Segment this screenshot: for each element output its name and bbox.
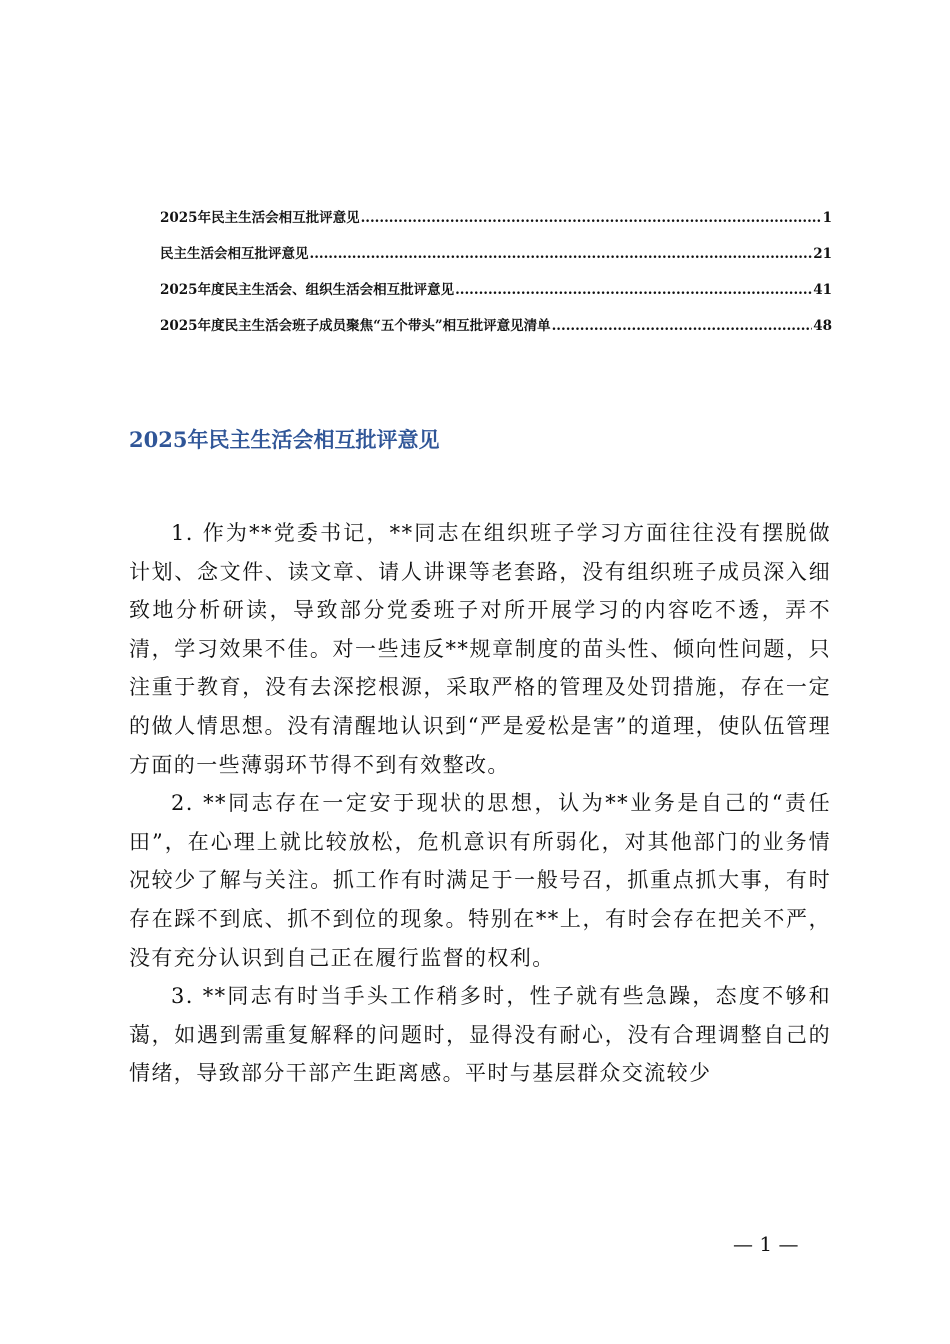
document-body: [129, 514, 831, 1093]
toc-entry[interactable]: [160, 314, 832, 350]
toc-dot-leader: [455, 282, 812, 298]
toc-entry-title: 2025年民主生活会相互批评意见: [160, 210, 360, 226]
body-paragraph: 3. **同志有时当手头工作稍多时，性子就有些急躁，态度不够和蔼，如遇到需重复解释的问题时，显得没有耐心，没有合理调整自己的情绪，导致部分干部产生距离感。平时与基层群众交流较少: [129, 984, 831, 1086]
toc-entry-page: 1: [822, 210, 832, 226]
toc-entry[interactable]: [160, 206, 832, 242]
toc-entry-page: 41: [813, 282, 832, 298]
toc-entry-title: 民主生活会相互批评意见: [160, 246, 309, 262]
toc-dot-leader: [552, 318, 813, 334]
toc-dot-leader: [361, 210, 822, 226]
table-of-contents: [160, 206, 832, 350]
toc-entry[interactable]: [160, 242, 832, 278]
toc-entry-title: 2025年度民主生活会、组织生活会相互批评意见: [160, 282, 455, 298]
document-heading: 2025年民主生活会相互批评意见: [129, 427, 440, 452]
toc-dot-leader: [310, 246, 813, 262]
toc-entry-title: 2025年度民主生活会班子成员聚焦“五个带头”相互批评意见清单: [160, 318, 551, 334]
page-number: — 1 —: [733, 1232, 799, 1256]
body-paragraph: 1. 作为**党委书记，**同志在组织班子学习方面往往没有摆脱做计划、念文件、读文章、请人讲课等老套路，没有组织班子成员深入细致地分析研读，导致部分党委班子对所开展学习的内容吃不透，弄不清，学习效果不佳。对一些违反**规章制度的苗头性、倾向性问题，只注重于教育，没有去深挖根源，采取严格的管理及处罚措施，存在一定的做人情思想。没有清醒地认识到“严是爱松是害”的道理，使队伍管理方面的一些薄弱环节得不到有效整改。: [129, 521, 831, 777]
toc-entry[interactable]: [160, 278, 832, 314]
toc-entry-page: 21: [813, 246, 832, 262]
toc-entry-page: 48: [813, 318, 832, 334]
body-paragraph: 2. **同志存在一定安于现状的思想，认为**业务是自己的“责任田”，在心理上就比较放松，危机意识有所弱化，对其他部门的业务情况较少了解与关注。抓工作有时满足于一般号召，抓重点抓大事，有时存在踩不到底、抓不到位的现象。特别在**上，有时会存在把关不严，没有充分认识到自己正在履行监督的权利。: [129, 791, 831, 970]
